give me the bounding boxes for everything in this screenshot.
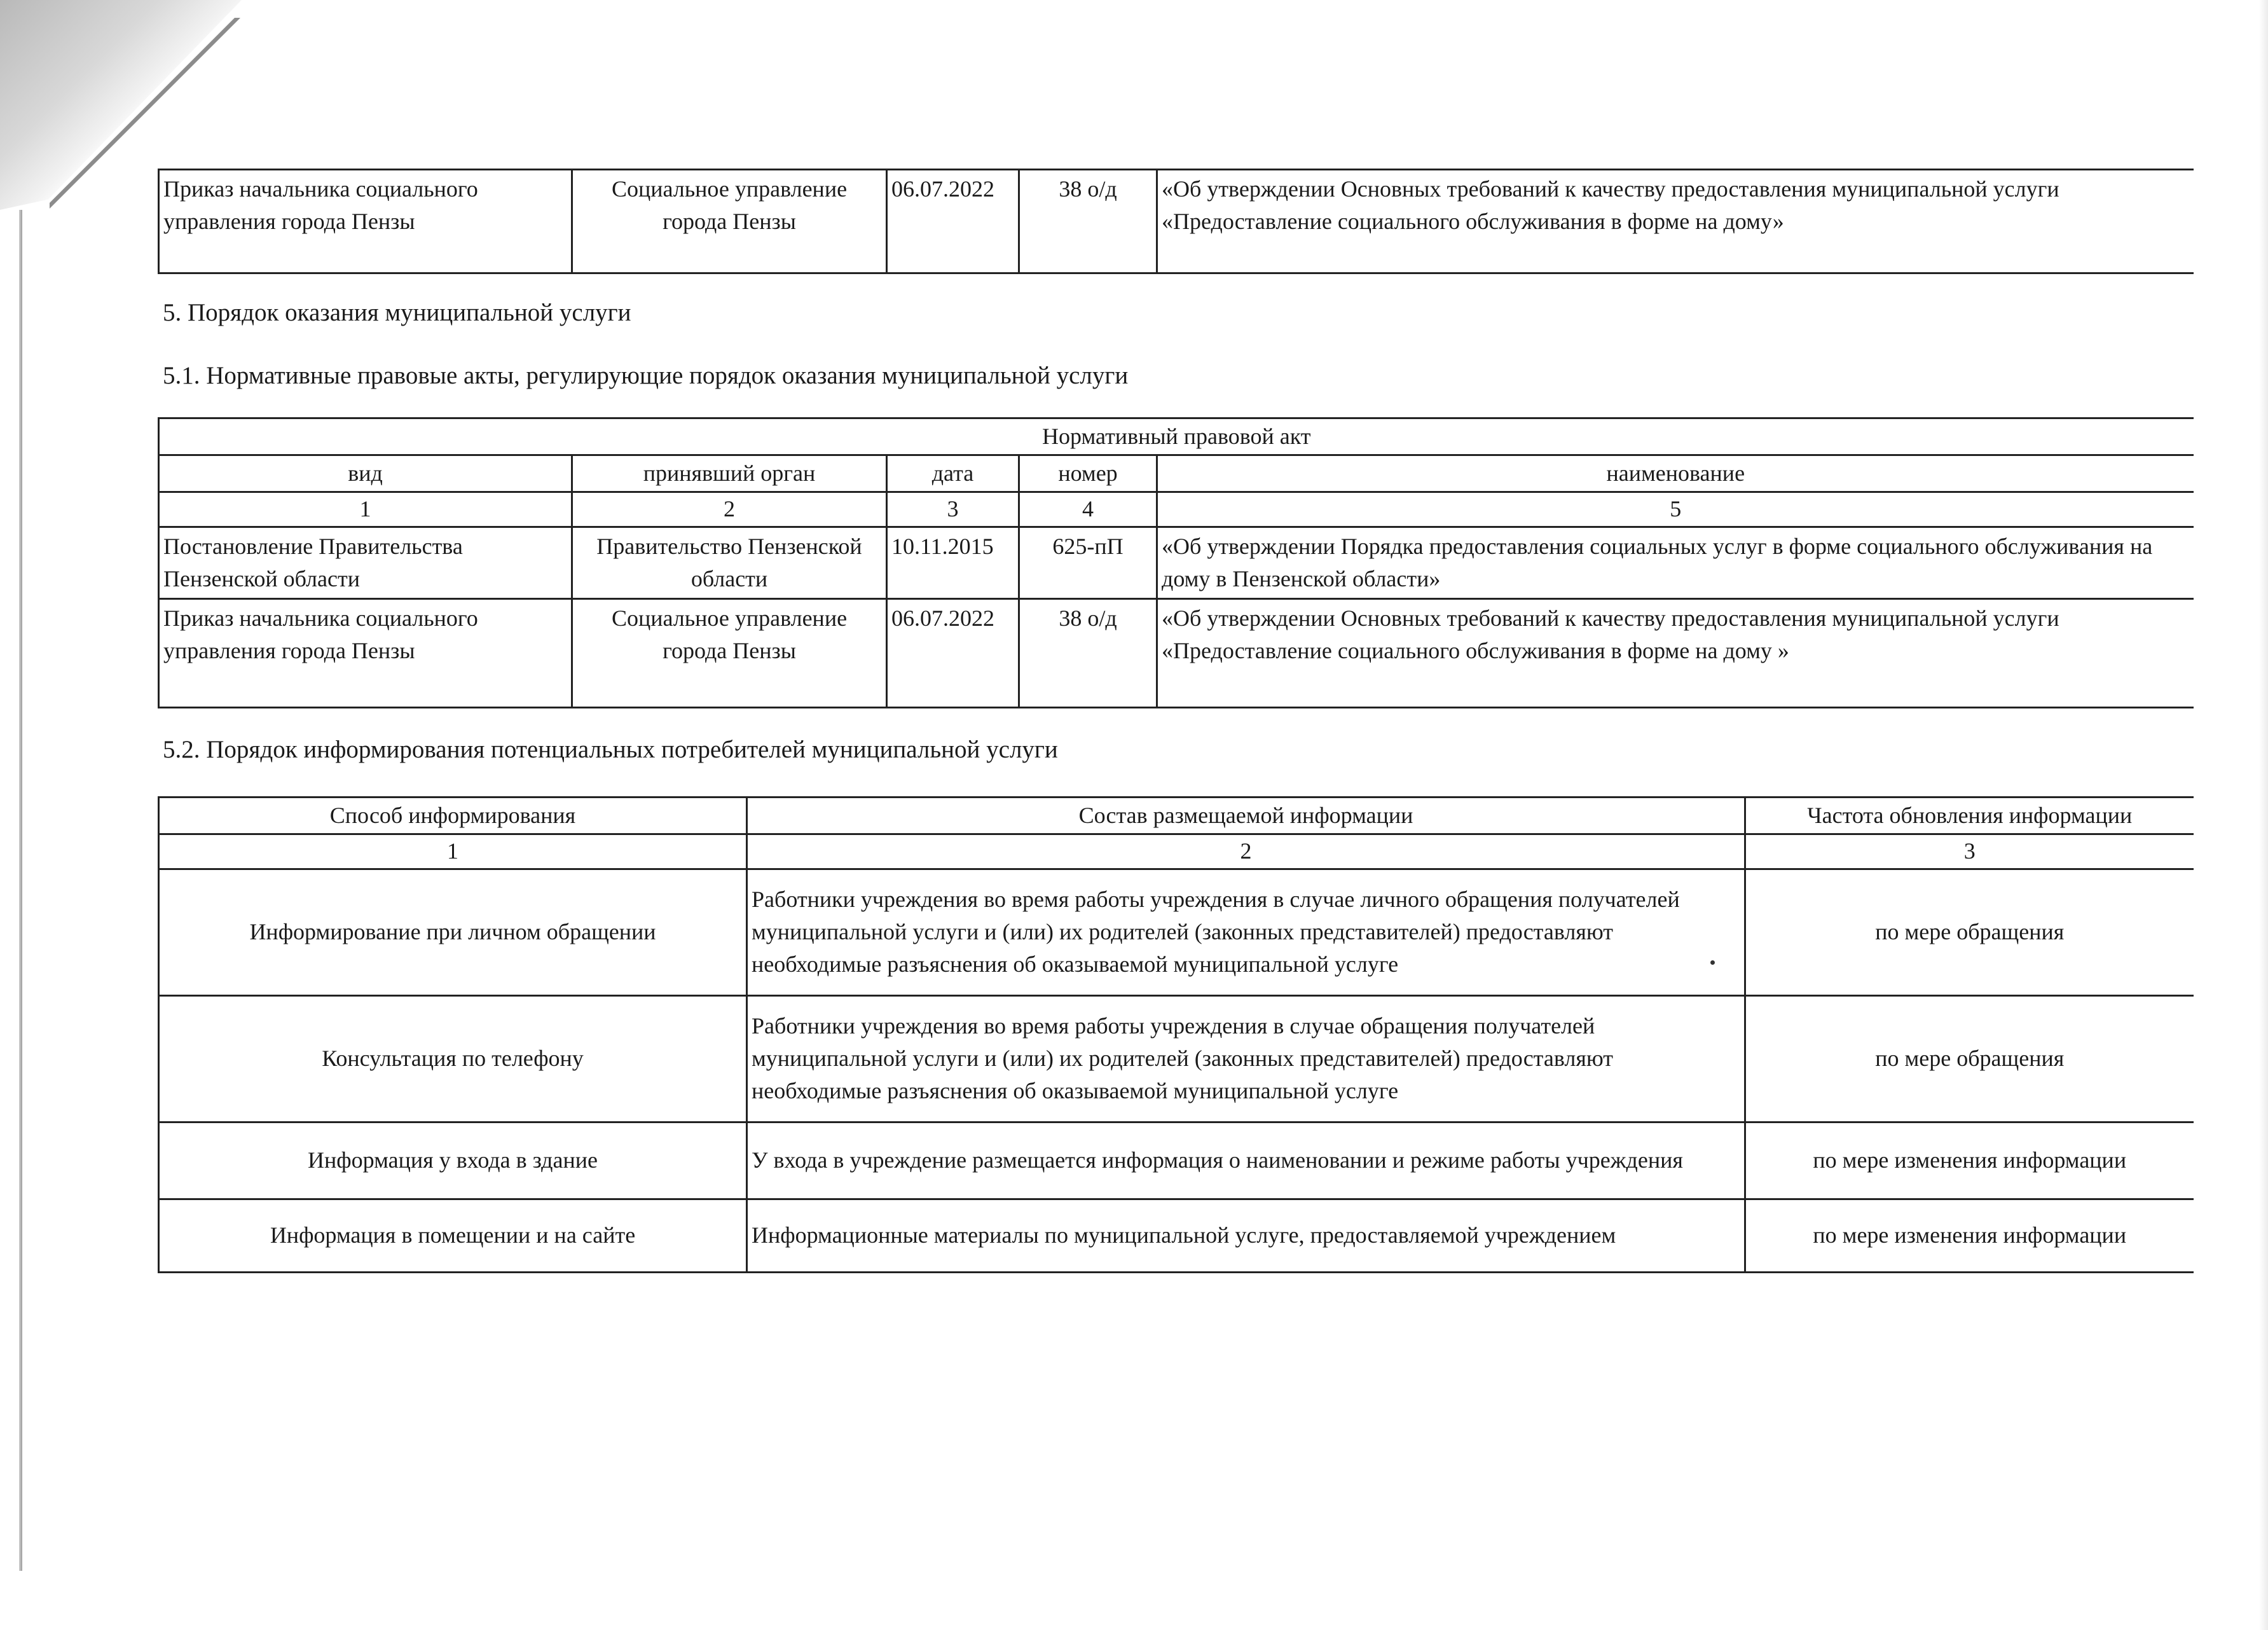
column-header: Способ информирования: [159, 798, 747, 834]
informing-method: Информирование при личном обращении: [159, 869, 747, 995]
table-header-row: [159, 798, 2194, 834]
informing-content: У входа в учреждение размещается информация о наименовании и режиме работы учреждения: [747, 1122, 1745, 1199]
informing-table: [158, 796, 2194, 1273]
scan-left-edge: [19, 210, 22, 1571]
informing-content: Работники учреждения во время работы учреждения в случае обращения получателей муниципальной услуги и (или) их родителей (законных представителей) предоставляют необходимые разъяснения об оказываемой муниципальной услуге: [747, 995, 1745, 1122]
column-number: 1: [159, 834, 747, 869]
informing-frequency: по мере изменения информации: [1745, 1122, 2194, 1199]
table-row: [159, 598, 2194, 707]
table-row: [159, 995, 2194, 1122]
table-row: [159, 869, 2194, 995]
act-type: Приказ начальника социального управления города Пензы: [159, 170, 572, 273]
table-row: [159, 170, 2194, 273]
informing-method: Информация в помещении и на сайте: [159, 1199, 747, 1272]
group-header: Нормативный правовой акт: [159, 418, 2194, 455]
column-header: наименование: [1157, 455, 2194, 492]
column-header: Частота обновления информации: [1745, 798, 2194, 834]
column-header: принявший орган: [572, 455, 887, 492]
informing-content: Работники учреждения во время работы учреждения в случае личного обращения получателей муниципальной услуги и (или) их родителей (законных представителей) предоставляют необходимые разъяснения об оказываемой муниципальной услуге: [747, 869, 1745, 995]
informing-frequency: по мере обращения: [1745, 869, 2194, 995]
column-number-row: [159, 834, 2194, 869]
table-row: [159, 1199, 2194, 1272]
act-name: «Об утверждении Порядка предоставления социальных услуг в форме социального обслуживания на дому в Пензенской области»: [1157, 527, 2194, 598]
section-5-title: 5. Порядок оказания муниципальной услуги: [163, 299, 631, 326]
normative-acts-table: [158, 417, 2194, 708]
act-date: 06.07.2022: [887, 170, 1019, 273]
act-name: «Об утверждении Основных требований к качеству предоставления муниципальной услуги «Предоставление социального обслуживания в форме на дому »: [1157, 598, 2194, 707]
informing-method: Консультация по телефону: [159, 995, 747, 1122]
informing-frequency: по мере изменения информации: [1745, 1199, 2194, 1272]
column-number: 3: [887, 492, 1019, 527]
act-number: 625-пП: [1019, 527, 1157, 598]
table-header-row: [159, 455, 2194, 492]
act-issuer: Социальное управление города Пензы: [572, 170, 887, 273]
act-type: Постановление Правительства Пензенской области: [159, 527, 572, 598]
act-type: Приказ начальника социального управления города Пензы: [159, 598, 572, 707]
section-5-2-title: 5.2. Порядок информирования потенциальных потребителей муниципальной услуги: [163, 735, 1058, 763]
informing-content: Информационные материалы по муниципальной услуге, предоставляемой учреждением: [747, 1199, 1745, 1272]
column-header: номер: [1019, 455, 1157, 492]
scan-right-shadow: [2259, 0, 2268, 1630]
table-group-header-row: [159, 418, 2194, 455]
column-header: дата: [887, 455, 1019, 492]
column-number: 4: [1019, 492, 1157, 527]
scan-speck: [1710, 960, 1715, 965]
table-row: [159, 1122, 2194, 1199]
informing-frequency: по мере обращения: [1745, 995, 2194, 1122]
column-number: 2: [572, 492, 887, 527]
act-date: 06.07.2022: [887, 598, 1019, 707]
section-5-1-title: 5.1. Нормативные правовые акты, регулирующие порядок оказания муниципальной услуги: [163, 361, 1129, 389]
act-number: 38 о/д: [1019, 170, 1157, 273]
column-header: Состав размещаемой информации: [747, 798, 1745, 834]
document-page: [158, 169, 2192, 1273]
act-issuer: Правительство Пензенской области: [572, 527, 887, 598]
column-number: 1: [159, 492, 572, 527]
act-name: «Об утверждении Основных требований к качеству предоставления муниципальной услуги «Предоставление социального обслуживания в форме на дому»: [1157, 170, 2194, 273]
act-issuer: Социальное управление города Пензы: [572, 598, 887, 707]
column-header: вид: [159, 455, 572, 492]
act-number: 38 о/д: [1019, 598, 1157, 707]
continued-acts-table: [158, 169, 2194, 274]
column-number-row: [159, 492, 2194, 527]
act-date: 10.11.2015: [887, 527, 1019, 598]
informing-method: Информация у входа в здание: [159, 1122, 747, 1199]
column-number: 5: [1157, 492, 2194, 527]
column-number: 2: [747, 834, 1745, 869]
column-number: 3: [1745, 834, 2194, 869]
table-row: [159, 527, 2194, 598]
